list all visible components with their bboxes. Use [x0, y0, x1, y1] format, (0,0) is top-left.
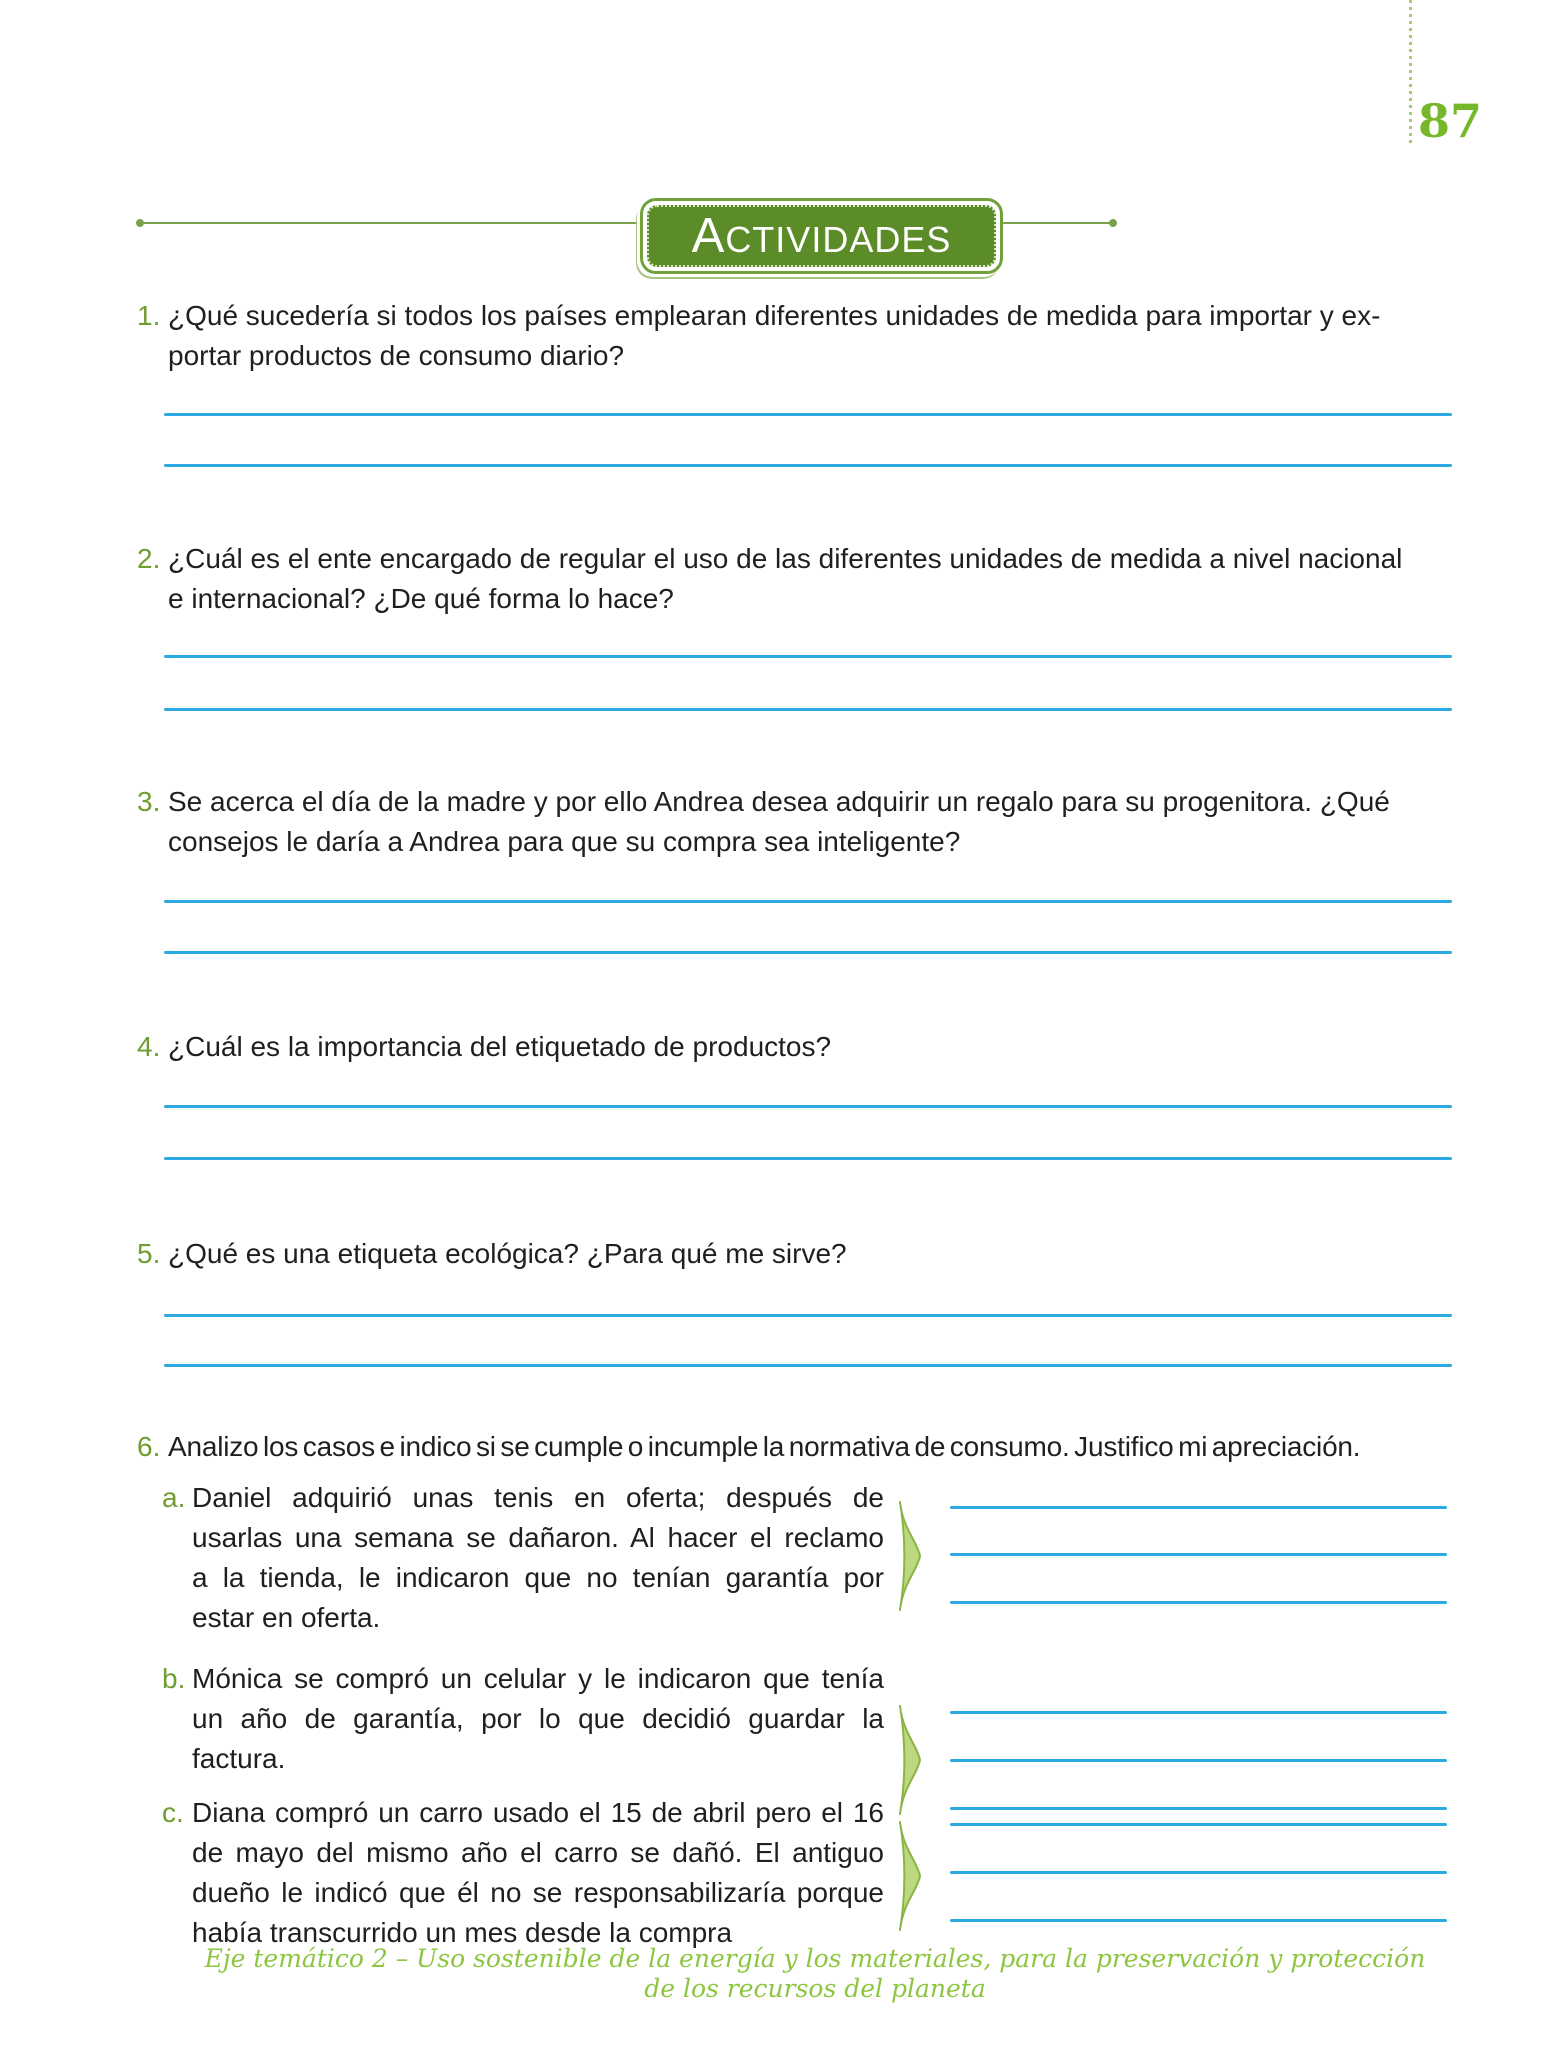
case-c — [162, 1793, 884, 1953]
header-rule-right-dot — [1109, 219, 1117, 227]
answer-line — [164, 1157, 1452, 1160]
answer-line — [164, 1364, 1452, 1367]
question-text — [168, 539, 1402, 619]
question-number: 4. — [137, 1031, 161, 1062]
question-text-line: Se acerca el día de la madre y por ello Andrea desea adquirir un regalo para su progenitora. ¿Qué — [168, 786, 1390, 817]
case-text-line: estar en oferta. — [192, 1602, 381, 1633]
question-number: 5. — [137, 1238, 161, 1269]
header-rule-left-dot — [136, 219, 144, 227]
question-text — [168, 1234, 847, 1274]
question-text-line: ¿Qué sucedería si todos los países emplearan diferentes unidades de medida para importar y ex- — [168, 300, 1381, 331]
question-text-line: ¿Qué es una etiqueta ecológica? ¿Para qué me sirve? — [168, 1238, 847, 1269]
question-text-line: e internacional? ¿De qué forma lo hace? — [168, 583, 674, 614]
question-number: 3. — [137, 786, 161, 817]
question-number: 2. — [137, 543, 161, 574]
case-text-line: Diana compró un carro usado el 15 de abril pero el 16 — [192, 1797, 884, 1828]
case-text-line: había transcurrido un mes desde la compra — [192, 1917, 733, 1948]
answer-line — [950, 1823, 1447, 1826]
question-text — [168, 296, 1380, 376]
case-text-line: de mayo del mismo año el carro se dañó. El antiguo — [192, 1837, 884, 1868]
answer-line — [164, 464, 1452, 467]
question-text-line: ¿Cuál es el ente encargado de regular el uso de las diferentes unidades de medida a nivel nacional — [168, 543, 1403, 574]
question-text — [168, 1427, 1360, 1467]
case-text — [192, 1478, 884, 1638]
case-letter: c. — [162, 1797, 184, 1828]
page-number: 87 — [1418, 94, 1483, 148]
activities-badge — [640, 198, 1003, 274]
case-arrow-icon — [895, 1703, 925, 1817]
answer-line — [950, 1807, 1447, 1810]
question-text-line: consejos le daría a Andrea para que su compra sea inteligente? — [168, 826, 961, 857]
answer-line — [950, 1553, 1447, 1556]
answer-line — [164, 413, 1452, 416]
answer-line — [950, 1919, 1447, 1922]
activities-badge-panel — [647, 205, 996, 267]
case-letter: a. — [162, 1482, 186, 1513]
answer-line — [164, 951, 1452, 954]
corner-dotted-line — [1409, 0, 1412, 147]
footer-note: Eje temático 2 – Uso sostenible de la energía y los materiales, para la preservación y protección de los recursos del planeta — [204, 1944, 1426, 2003]
case-arrow-icon — [895, 1499, 925, 1613]
question-3 — [137, 782, 1390, 862]
case-a — [162, 1478, 884, 1638]
answer-line — [950, 1506, 1447, 1509]
answer-line — [164, 1314, 1452, 1317]
activities-badge-label: ACTIVIDADES — [691, 208, 952, 263]
case-text — [192, 1659, 884, 1779]
case-text-line: un año de garantía, por lo que decidió guardar la — [192, 1703, 884, 1734]
answer-line — [950, 1711, 1447, 1714]
case-text-line: a la tienda, le indicaron que no tenían garantía por — [192, 1562, 884, 1593]
question-text-line: ¿Cuál es la importancia del etiquetado de productos? — [168, 1031, 832, 1062]
answer-line — [164, 655, 1452, 658]
answer-line — [950, 1871, 1447, 1874]
case-text-line: Mónica se compró un celular y le indicaron que tenía — [192, 1663, 884, 1694]
case-text-line: usarlas una semana se dañaron. Al hacer el reclamo — [192, 1522, 884, 1553]
case-b — [162, 1659, 884, 1779]
answer-line — [164, 708, 1452, 711]
case-text-line: Daniel adquirió unas tenis en oferta; después de — [192, 1482, 884, 1513]
case-text-line: factura. — [192, 1743, 286, 1774]
question-6 — [137, 1427, 1360, 1467]
question-5 — [137, 1234, 847, 1274]
question-2 — [137, 539, 1402, 619]
case-text — [192, 1793, 884, 1953]
question-number: 1. — [137, 300, 161, 331]
case-arrow-icon — [895, 1818, 925, 1934]
question-1 — [137, 296, 1380, 376]
answer-line — [950, 1759, 1447, 1762]
question-number: 6. — [137, 1431, 161, 1462]
answer-line — [164, 900, 1452, 903]
answer-line — [950, 1601, 1447, 1604]
question-text-line: portar productos de consumo diario? — [168, 340, 625, 371]
question-text-line: Analizo los casos e indico si se cumple o incumple la normativa de consumo. Justifico mi apreciación. — [168, 1431, 1361, 1462]
answer-line — [164, 1105, 1452, 1108]
question-text — [168, 1027, 831, 1067]
question-text — [168, 782, 1390, 862]
question-4 — [137, 1027, 831, 1067]
case-letter: b. — [162, 1663, 186, 1694]
case-text-line: dueño le indicó que él no se responsabilizaría porque — [192, 1877, 884, 1908]
